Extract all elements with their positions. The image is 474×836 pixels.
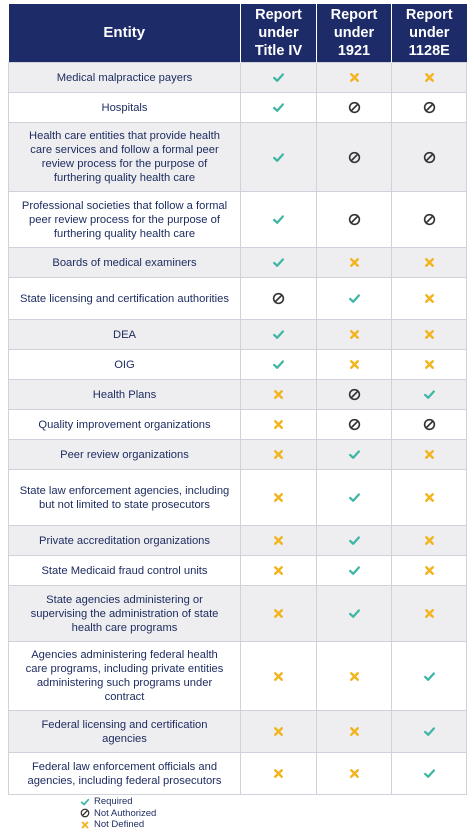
x-icon xyxy=(392,256,466,269)
entity-cell: Professional societies that follow a formal peer review process for the purpose of furthering quality health care xyxy=(9,192,241,248)
status-cell-1128e xyxy=(392,556,467,586)
prohibited-icon xyxy=(317,388,391,401)
x-icon xyxy=(241,388,316,401)
status-cell-title-iv xyxy=(241,350,317,380)
entity-cell: State licensing and certification authorities xyxy=(9,278,241,320)
x-icon xyxy=(317,328,391,341)
check-icon xyxy=(80,797,90,807)
status-cell-title-iv xyxy=(241,440,317,470)
status-cell-1921 xyxy=(317,642,392,711)
x-icon xyxy=(317,358,391,371)
table-row xyxy=(9,380,467,410)
status-cell-1128e xyxy=(392,410,467,440)
table-row xyxy=(9,93,467,123)
x-icon xyxy=(241,418,316,431)
status-cell-title-iv xyxy=(241,320,317,350)
x-icon xyxy=(241,607,316,620)
entity-cell: Boards of medical examiners xyxy=(9,248,241,278)
x-icon xyxy=(241,564,316,577)
status-cell-1921 xyxy=(317,753,392,795)
check-icon xyxy=(317,564,391,577)
entity-cell: Health care entities that provide health care services and follow a formal peer review process for the purpose of furthering quality health care xyxy=(9,123,241,192)
status-cell-1921 xyxy=(317,526,392,556)
table-row xyxy=(9,192,467,248)
status-cell-title-iv xyxy=(241,753,317,795)
entity-cell: Agencies administering federal health care programs, including private entities administering such programs under contract xyxy=(9,642,241,711)
entity-cell: State agencies administering or supervising the administration of state health care programs xyxy=(9,586,241,642)
status-cell-1921 xyxy=(317,711,392,753)
table-row xyxy=(9,248,467,278)
x-icon xyxy=(392,564,466,577)
x-icon xyxy=(241,670,316,683)
entity-cell: Hospitals xyxy=(9,93,241,123)
status-cell-title-iv xyxy=(241,248,317,278)
status-cell-title-iv xyxy=(241,410,317,440)
entity-cell: DEA xyxy=(9,320,241,350)
check-icon xyxy=(241,151,316,164)
check-icon xyxy=(317,491,391,504)
check-icon xyxy=(317,292,391,305)
entity-cell: Federal law enforcement officials and agencies, including federal prosecutors xyxy=(9,753,241,795)
status-cell-1128e xyxy=(392,93,467,123)
check-icon xyxy=(392,388,466,401)
entity-cell: Private accreditation organizations xyxy=(9,526,241,556)
table-row xyxy=(9,470,467,526)
status-cell-1128e xyxy=(392,63,467,93)
table-row xyxy=(9,320,467,350)
prohibited-icon xyxy=(392,418,466,431)
prohibited-icon xyxy=(392,151,466,164)
x-icon xyxy=(392,328,466,341)
entity-cell: State law enforcement agencies, including but not limited to state prosecutors xyxy=(9,470,241,526)
x-icon xyxy=(241,725,316,738)
entity-cell: State Medicaid fraud control units xyxy=(9,556,241,586)
x-icon xyxy=(317,670,391,683)
status-cell-1128e xyxy=(392,380,467,410)
check-icon xyxy=(241,101,316,114)
x-icon xyxy=(317,767,391,780)
prohibited-icon xyxy=(317,418,391,431)
status-cell-1921 xyxy=(317,556,392,586)
check-icon xyxy=(317,448,391,461)
status-cell-1921 xyxy=(317,192,392,248)
status-cell-1921 xyxy=(317,586,392,642)
x-icon xyxy=(317,256,391,269)
status-cell-1128e xyxy=(392,753,467,795)
legend xyxy=(80,796,156,831)
prohibited-icon xyxy=(317,101,391,114)
table-row xyxy=(9,556,467,586)
status-cell-1921 xyxy=(317,63,392,93)
status-cell-1921 xyxy=(317,380,392,410)
prohibited-icon xyxy=(317,151,391,164)
legend-label-not-defined: Not Defined xyxy=(94,819,145,830)
status-cell-title-iv xyxy=(241,278,317,320)
entity-cell: Health Plans xyxy=(9,380,241,410)
status-cell-title-iv xyxy=(241,380,317,410)
status-cell-1128e xyxy=(392,320,467,350)
x-icon xyxy=(392,358,466,371)
entity-cell: Federal licensing and certification agencies xyxy=(9,711,241,753)
status-cell-1128e xyxy=(392,192,467,248)
prohibited-icon xyxy=(80,808,90,818)
check-icon xyxy=(241,358,316,371)
entity-cell: Medical malpractice payers xyxy=(9,63,241,93)
legend-label-not-authorized: Not Authorized xyxy=(94,807,157,819)
table-body xyxy=(9,63,467,795)
status-cell-1128e xyxy=(392,526,467,556)
column-header-title-iv: Report under Title IV xyxy=(241,4,317,63)
check-icon xyxy=(392,725,466,738)
table-row xyxy=(9,278,467,320)
reporting-requirements-table xyxy=(8,4,467,795)
status-cell-title-iv xyxy=(241,526,317,556)
status-cell-1921 xyxy=(317,123,392,192)
table-row xyxy=(9,410,467,440)
status-cell-title-iv xyxy=(241,586,317,642)
table-header-row xyxy=(9,4,467,63)
status-cell-1128e xyxy=(392,278,467,320)
status-cell-1128e xyxy=(392,440,467,470)
table-row xyxy=(9,586,467,642)
check-icon xyxy=(392,670,466,683)
x-icon xyxy=(392,491,466,504)
x-icon xyxy=(241,491,316,504)
check-icon xyxy=(317,607,391,620)
legend-item-required xyxy=(80,796,156,808)
x-icon xyxy=(317,71,391,84)
x-icon xyxy=(241,767,316,780)
prohibited-icon xyxy=(392,213,466,226)
column-header-1921: Report under 1921 xyxy=(317,4,392,63)
table-row xyxy=(9,642,467,711)
status-cell-1128e xyxy=(392,123,467,192)
status-cell-title-iv xyxy=(241,63,317,93)
status-cell-title-iv xyxy=(241,711,317,753)
status-cell-1128e xyxy=(392,642,467,711)
status-cell-1921 xyxy=(317,248,392,278)
prohibited-icon xyxy=(241,292,316,305)
x-icon xyxy=(392,71,466,84)
table-row xyxy=(9,63,467,93)
x-icon xyxy=(392,534,466,547)
status-cell-1921 xyxy=(317,440,392,470)
table-row xyxy=(9,123,467,192)
prohibited-icon xyxy=(392,101,466,114)
x-icon xyxy=(392,448,466,461)
x-icon xyxy=(317,725,391,738)
check-icon xyxy=(392,767,466,780)
status-cell-1128e xyxy=(392,711,467,753)
check-icon xyxy=(317,534,391,547)
status-cell-1921 xyxy=(317,470,392,526)
status-cell-title-iv xyxy=(241,93,317,123)
status-cell-1128e xyxy=(392,248,467,278)
status-cell-1921 xyxy=(317,320,392,350)
legend-item-not-defined xyxy=(80,819,156,831)
x-icon xyxy=(80,820,90,830)
status-cell-title-iv xyxy=(241,470,317,526)
status-cell-1128e xyxy=(392,470,467,526)
status-cell-1128e xyxy=(392,586,467,642)
status-cell-1921 xyxy=(317,278,392,320)
check-icon xyxy=(241,328,316,341)
column-header-entity: Entity xyxy=(9,4,241,63)
x-icon xyxy=(241,448,316,461)
check-icon xyxy=(241,256,316,269)
entity-cell: Peer review organizations xyxy=(9,440,241,470)
table-row xyxy=(9,350,467,380)
status-cell-title-iv xyxy=(241,642,317,711)
status-cell-title-iv xyxy=(241,123,317,192)
table-row xyxy=(9,753,467,795)
status-cell-1921 xyxy=(317,93,392,123)
table-row xyxy=(9,711,467,753)
entity-cell: OIG xyxy=(9,350,241,380)
reporting-requirements-table-wrapper xyxy=(8,4,466,795)
column-header-1128e: Report under 1128E xyxy=(392,4,467,63)
legend-label-required: Required xyxy=(94,796,133,807)
entity-cell: Quality improvement organizations xyxy=(9,410,241,440)
status-cell-1128e xyxy=(392,350,467,380)
status-cell-title-iv xyxy=(241,192,317,248)
x-icon xyxy=(241,534,316,547)
x-icon xyxy=(392,607,466,620)
check-icon xyxy=(241,213,316,226)
x-icon xyxy=(392,292,466,305)
status-cell-1921 xyxy=(317,410,392,440)
status-cell-1921 xyxy=(317,350,392,380)
check-icon xyxy=(241,71,316,84)
legend-item-not-authorized xyxy=(80,808,156,820)
prohibited-icon xyxy=(317,213,391,226)
table-row xyxy=(9,526,467,556)
status-cell-title-iv xyxy=(241,556,317,586)
table-row xyxy=(9,440,467,470)
